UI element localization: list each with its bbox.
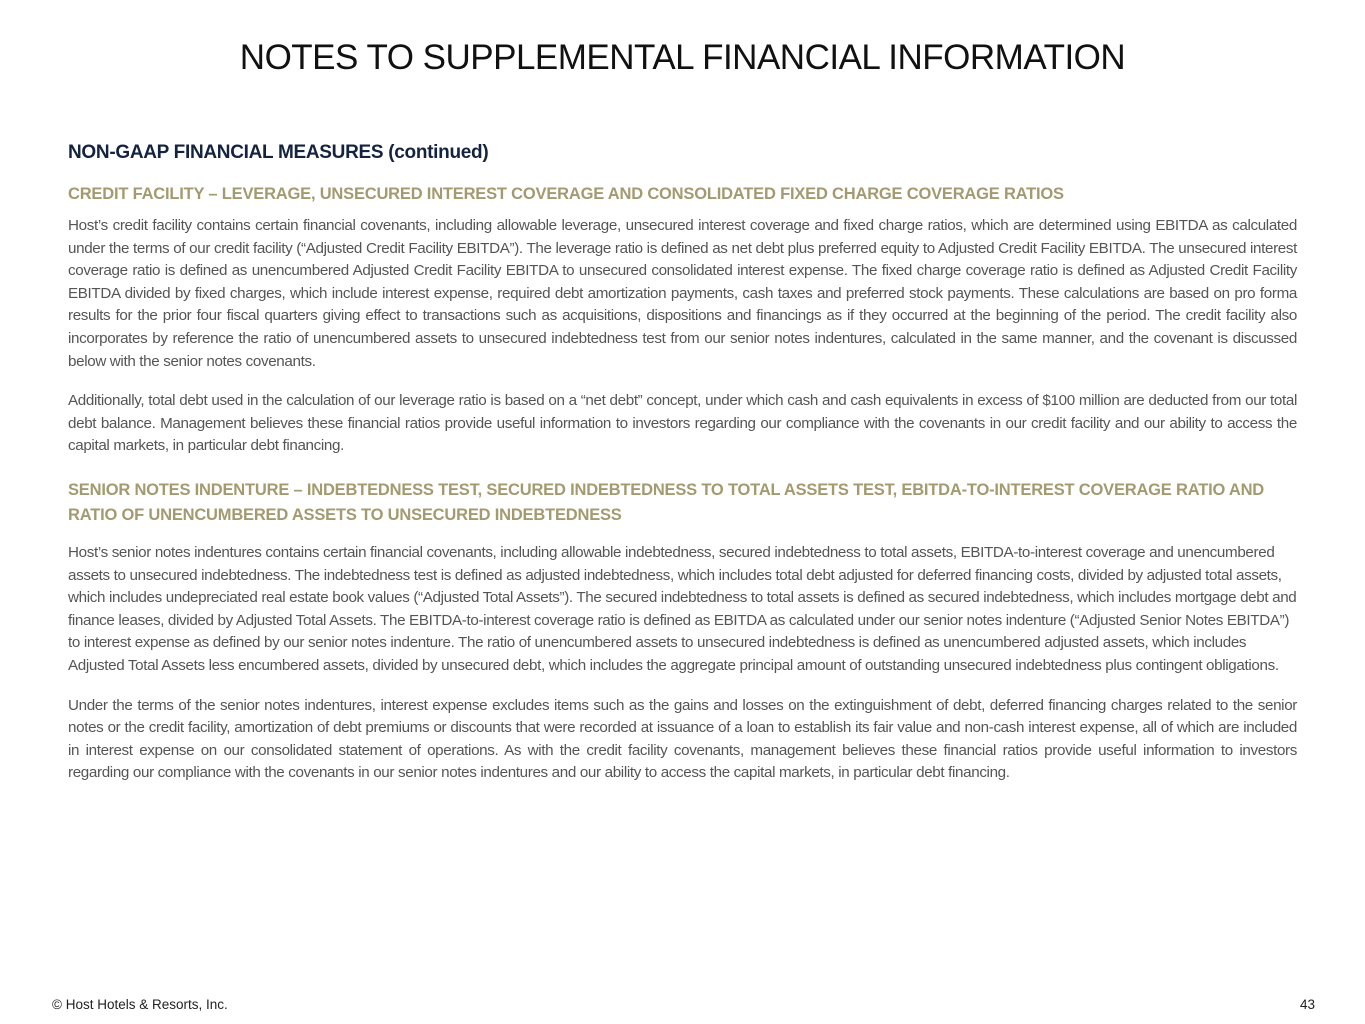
senior-notes-paragraph-1: Host’s senior notes indentures contains certain financial covenants, including allowable indebtedness, secured indebtedness to total assets, EBITDA-to-interest coverage and unencumbered assets to unsecured indebtedness. The indebtedness test is defined as adjusted indebtedness, which includes total debt adjusted for deferred financing costs, divided by adjusted total assets, which includes undepreciated real estate book values (“Adjusted Total Assets”). The secured indebtedness to total assets is defined as secured indebtedness, which includes mortgage debt and finance leases, divided by Adjusted Total Assets. The EBITDA-to-interest coverage ratio is defined as EBITDA as calculated under our senior notes indenture (“Adjusted Senior Notes EBITDA”) to interest expense as defined by our senior notes indenture. The ratio of unencumbered assets to unsecured indebtedness is defined as unencumbered adjusted assets, which includes Adjusted Total Assets less encumbered assets, divided by unsecured debt, which includes the aggregate principal amount of outstanding unsecured indebtedness plus contingent obligations.: [68, 543, 1297, 674]
senior-notes-paragraph-2: Under the terms of the senior notes indentures, interest expense excludes items such as the gains and losses on the extinguishment of debt, deferred financing charges related to the senior notes or the credit facility, amortization of debt premiums or discounts that were recorded at issuance of a loan to establish its fair value and non-cash interest expense, all of which are included in interest expense on our consolidated statement of operations. As with the credit facility covenants, management believes these financial ratios provide useful information to investors regarding our compliance with the covenants in our senior notes indentures and our ability to access the capital markets, in particular debt financing.: [68, 696, 1297, 782]
page-title: NOTES TO SUPPLEMENTAL FINANCIAL INFORMATION: [239, 38, 1126, 77]
credit-facility-heading: CREDIT FACILITY – LEVERAGE, UNSECURED INTEREST COVERAGE AND CONSOLIDATED FIXED CHARGE COVERAGE RATIOS: [68, 185, 1064, 203]
credit-facility-paragraph-1: Host’s credit facility contains certain financial covenants, including allowable leverage, unsecured interest coverage and fixed charge ratios, which are determined using EBITDA as calculated under the terms of our credit facility (“Adjusted Credit Facility EBITDA”). The leverage ratio is defined as net debt plus preferred equity to Adjusted Credit Facility EBITDA. The unsecured interest coverage ratio is defined as unencumbered Adjusted Credit Facility EBITDA to unsecured consolidated interest expense. The fixed charge coverage ratio is defined as Adjusted Credit Facility EBITDA divided by fixed charges, which include interest expense, required debt amortization payments, cash taxes and preferred stock payments. These calculations are based on pro forma results for the prior four fiscal quarters giving effect to transactions such as acquisitions, dispositions and financings as if they occurred at the beginning of the period. The credit facility also incorporates by reference the ratio of unencumbered assets to unsecured indebtedness test from our senior notes indentures, calculated in the same manner, and the covenant is discussed below with the senior notes covenants.: [68, 217, 1297, 370]
credit-facility-paragraph-2: Additionally, total debt used in the calculation of our leverage ratio is based on a “net debt” concept, under which cash and cash equivalents in excess of $100 million are deducted from our total debt balance. Management believes these financial ratios provide useful information to investors regarding our compliance with the covenants in our credit facility and our ability to access the capital markets, in particular debt financing.: [68, 392, 1297, 455]
footer-copyright: © Host Hotels & Resorts, Inc.: [52, 997, 228, 1012]
senior-notes-heading: SENIOR NOTES INDENTURE – INDEBTEDNESS TEST, SECURED INDEBTEDNESS TO TOTAL ASSETS TEST, EBITDA-TO-INTEREST COVERAGE RATIO AND RATIO OF UNENCUMBERED ASSETS TO UNSECURED INDEBTEDNESS: [68, 480, 1265, 524]
section-heading: NON-GAAP FINANCIAL MEASURES (continued): [68, 142, 489, 163]
document-body: [68, 142, 1297, 802]
page-number: 43: [1299, 997, 1315, 1012]
